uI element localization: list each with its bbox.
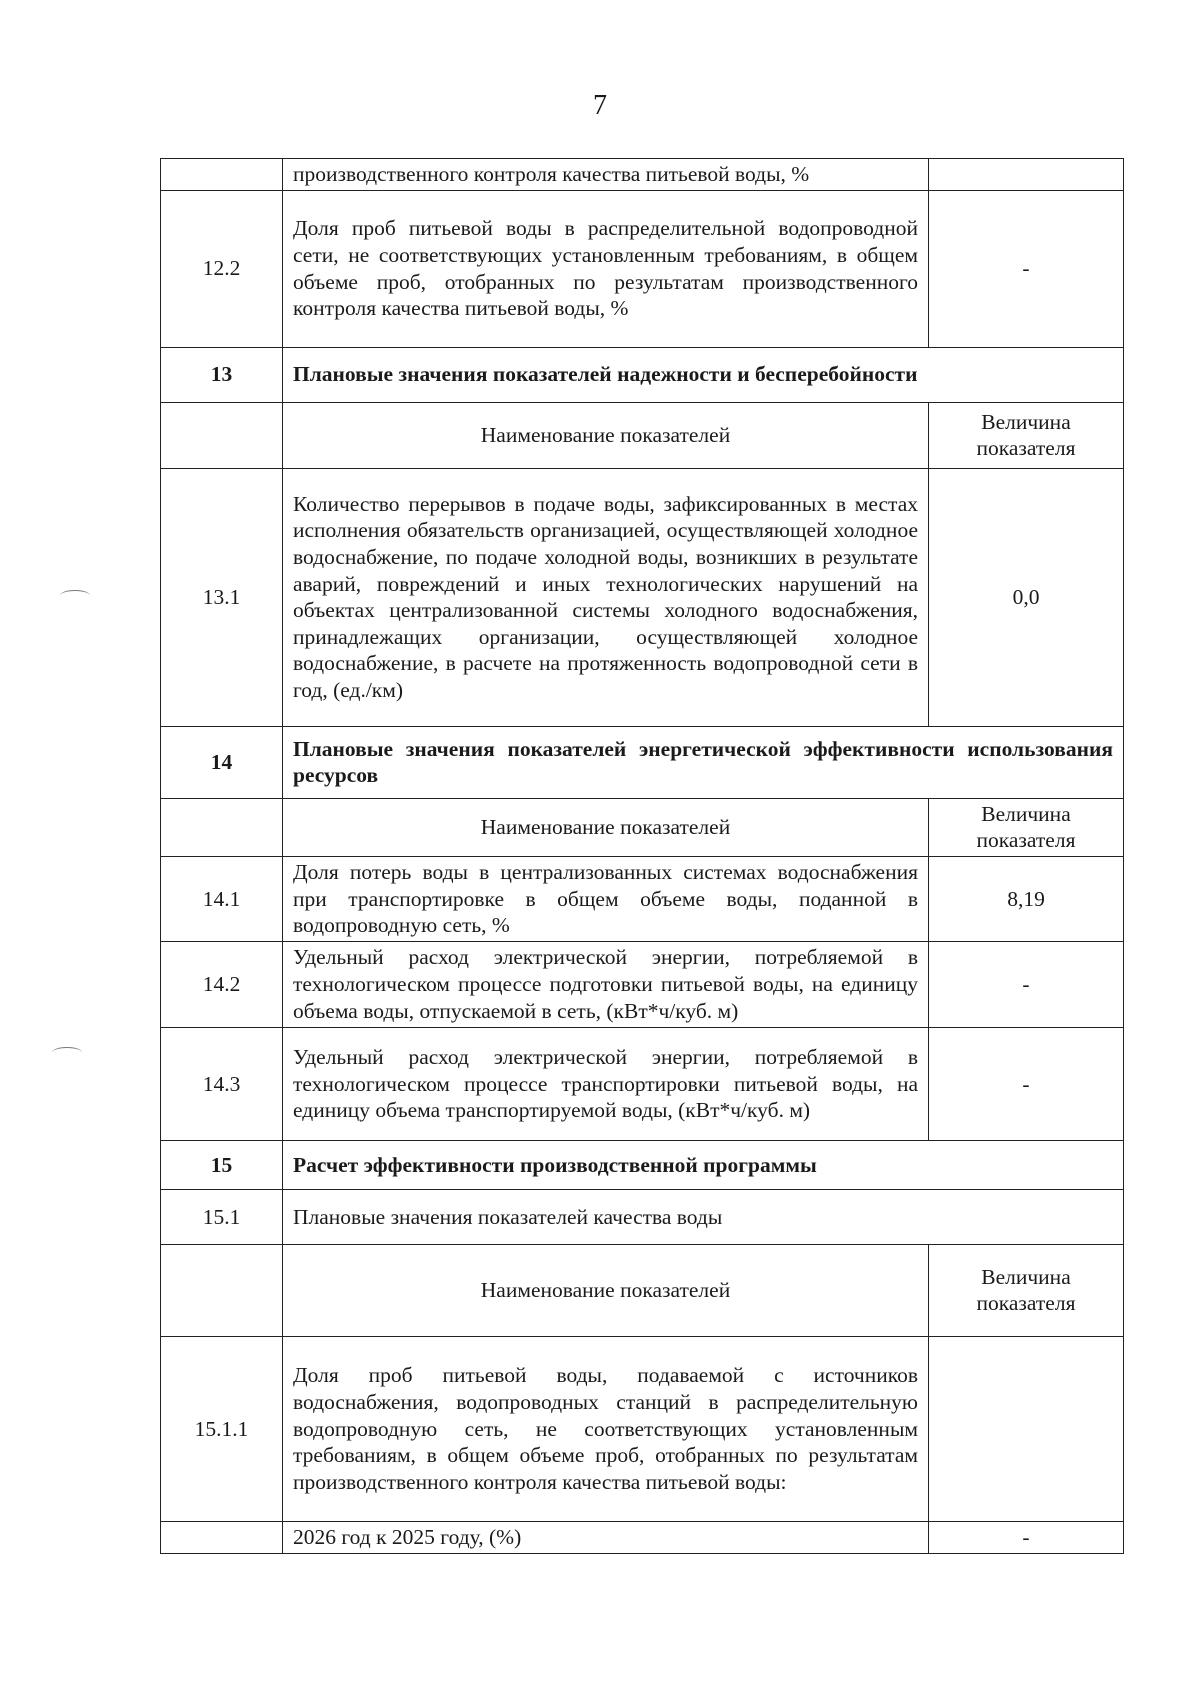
indicator-name: Доля потерь воды в централизованных системах водоснабжения при транспортировке в общем объеме воды, поданной в водопроводную сеть, % — [283, 856, 929, 941]
name-column-header: Наименование показателей — [283, 798, 929, 856]
row-number: 14.3 — [161, 1027, 283, 1140]
section-row — [161, 1140, 1124, 1189]
section-row — [161, 347, 1124, 402]
indicator-value: 0,0 — [929, 468, 1124, 726]
row-number: 14.2 — [161, 941, 283, 1027]
table-row — [161, 1521, 1124, 1553]
indicator-name: Количество перерывов в подаче воды, зафиксированных в местах исполнения обязательств организацией, осуществляющей холодное водоснабжение, по подаче холодной воды, возникших в результате аварий, повреждений и иных технологических нарушений на объектах централизованной системы холодного водоснабжения, принадлежащих организации, осуществляющей холодное водоснабжение, в расчете на протяженность водопроводной сети в год, (ед./км) — [283, 468, 929, 726]
column-header-row — [161, 798, 1124, 856]
scan-artifact-mark — [60, 590, 90, 601]
subsection-title: Плановые значения показателей качества воды — [283, 1189, 1124, 1244]
indicator-value: - — [929, 941, 1124, 1027]
section-title: Плановые значения показателей надежности и бесперебойности — [283, 347, 1124, 402]
row-number: 13.1 — [161, 468, 283, 726]
table-row — [161, 468, 1124, 726]
indicator-name: Доля проб питьевой воды, подаваемой с источников водоснабжения, водопроводных станций в распределительную водопроводную сеть, не соответствующих установленным требованиям, в общем объеме проб, отобранных по результатам производственного контроля качества питьевой воды: — [283, 1336, 929, 1521]
indicator-value — [929, 159, 1124, 191]
indicator-value: - — [929, 1521, 1124, 1553]
row-number — [161, 1521, 283, 1553]
indicator-value: - — [929, 1027, 1124, 1140]
section-number: 13 — [161, 347, 283, 402]
column-header-row — [161, 1244, 1124, 1336]
column-header-row — [161, 402, 1124, 468]
indicator-value — [929, 1336, 1124, 1521]
row-number — [161, 1244, 283, 1336]
indicator-name: производственного контроля качества питьевой воды, % — [283, 159, 929, 191]
name-column-header: Наименование показателей — [283, 1244, 929, 1336]
table-row — [161, 1027, 1124, 1140]
row-number: 14.1 — [161, 856, 283, 941]
table-row — [161, 190, 1124, 347]
section-title: Плановые значения показателей энергетической эффективности использования ресурсов — [283, 726, 1124, 798]
value-column-header: Величина показателя — [929, 402, 1124, 468]
page-number: 7 — [593, 90, 607, 121]
indicator-name: 2026 год к 2025 году, (%) — [283, 1521, 929, 1553]
row-number — [161, 402, 283, 468]
value-column-header: Величина показателя — [929, 1244, 1124, 1336]
row-number — [161, 159, 283, 191]
row-number: 15.1.1 — [161, 1336, 283, 1521]
subsection-row — [161, 1189, 1124, 1244]
indicator-name: Доля проб питьевой воды в распределительной водопроводной сети, не соответствующих установленным требованиям, в общем объеме проб, отобранных по результатам производственного контроля качества питьевой воды, % — [283, 190, 929, 347]
row-number: 15.1 — [161, 1189, 283, 1244]
indicator-name: Удельный расход электрической энергии, потребляемой в технологическом процессе подготовки питьевой воды, на единицу объема воды, отпускаемой в сеть, (кВт*ч/куб. м) — [283, 941, 929, 1027]
section-row — [161, 726, 1124, 798]
indicator-name: Удельный расход электрической энергии, потребляемой в технологическом процессе транспортировки питьевой воды, на единицу объема транспортируемой воды, (кВт*ч/куб. м) — [283, 1027, 929, 1140]
indicator-value: - — [929, 190, 1124, 347]
section-number: 15 — [161, 1140, 283, 1189]
name-column-header: Наименование показателей — [283, 402, 929, 468]
table-row — [161, 1336, 1124, 1521]
section-title: Расчет эффективности производственной программы — [283, 1140, 1124, 1189]
table-row — [161, 941, 1124, 1027]
table-row — [161, 159, 1124, 191]
table-row — [161, 856, 1124, 941]
indicator-value: 8,19 — [929, 856, 1124, 941]
row-number — [161, 798, 283, 856]
section-number: 14 — [161, 726, 283, 798]
value-column-header: Величина показателя — [929, 798, 1124, 856]
scan-artifact-mark — [52, 1047, 82, 1058]
row-number: 12.2 — [161, 190, 283, 347]
indicators-table — [160, 158, 1124, 1554]
